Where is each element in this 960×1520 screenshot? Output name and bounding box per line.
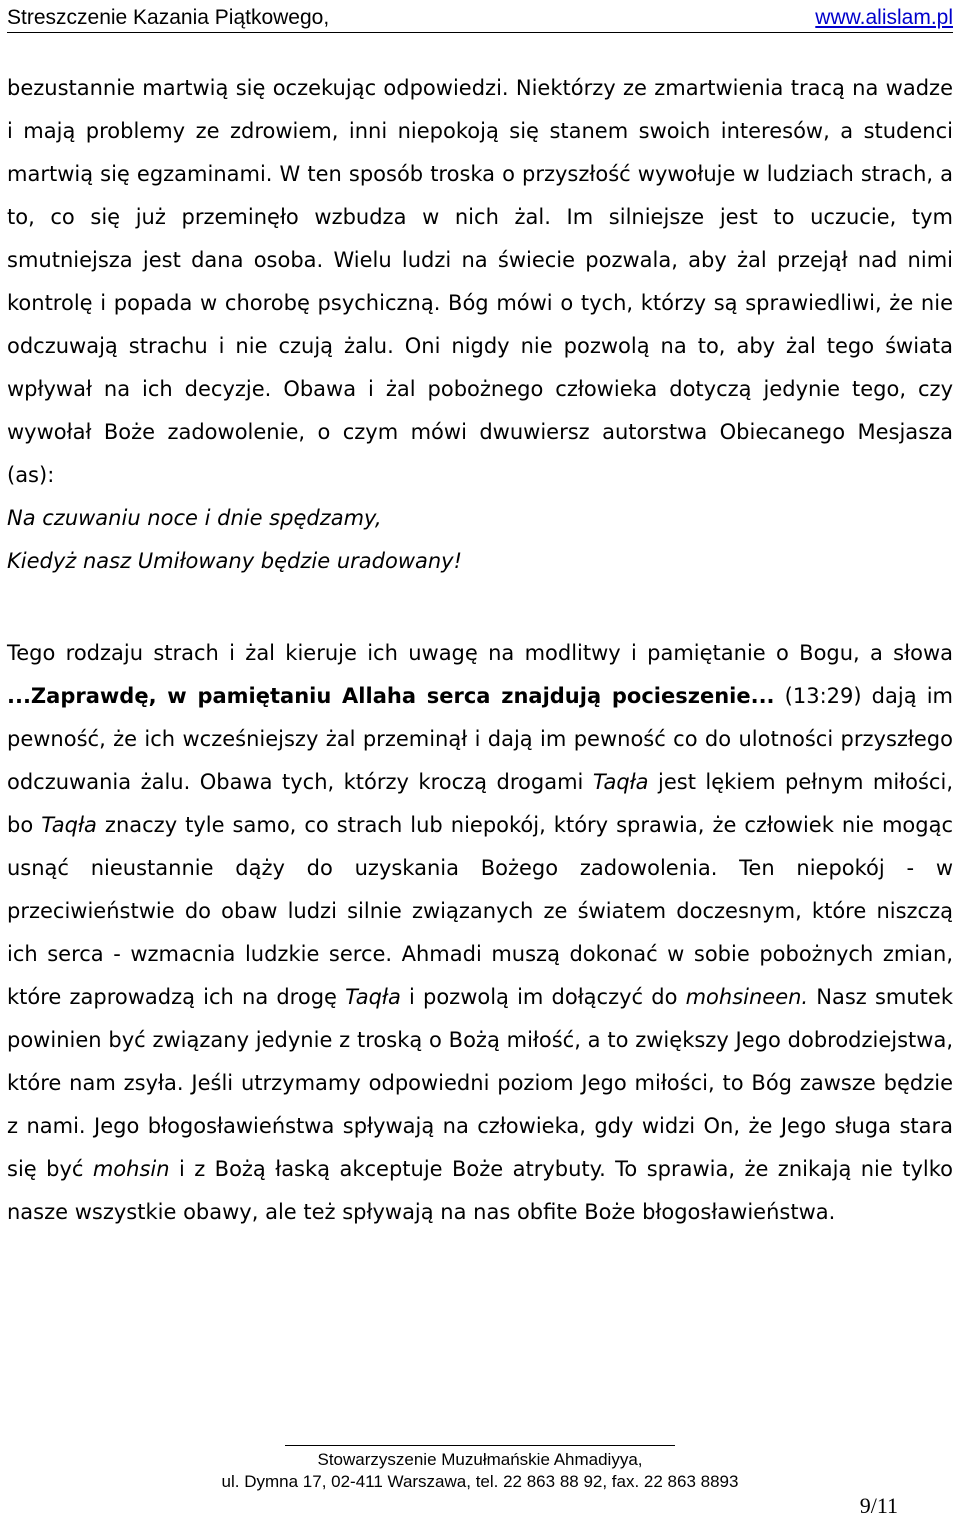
page-header <box>7 2 953 33</box>
term-mohsineen: mohsineen. <box>685 985 809 1009</box>
footer-divider <box>285 1445 675 1446</box>
term-taqla: Taqła <box>592 770 649 794</box>
document-title: Streszczenie Kazania Piątkowego, <box>7 6 330 29</box>
footer-organization: Stowarzyszenie Muzułmańskie Ahmadiyya, <box>317 1450 643 1469</box>
footer-address: ul. Dymna 17, 02-411 Warszawa, tel. 22 863 88 92, fax. 22 863 8893 <box>221 1472 739 1491</box>
text-segment: (13:29) dają im pewność, że ich wcześniejszy żal przeminął i dają im pewność co do ulotności przyszłego odczuwania żalu. Obawa tych, którzy kroczą drogami <box>7 684 953 794</box>
text-segment: i z Bożą łaską akceptuje Boże atrybuty. To sprawia, że znikają nie tylko nasze wszystkie obawy, ale też spływają na nas obfite Boże błogosławieństwa. <box>7 1157 953 1224</box>
text-segment: znaczy tyle samo, co strach lub niepokój, który sprawia, że człowiek nie mogąc usnąć nieustannie dąży do uzyskania Bożego zadowolenia. Ten niepokój - w przeciwieństwie do obaw ludzi silnie związanych ze światem doczesnym, które niszczą ich serca - wzmacnia ludzkie serce. Ahmadi muszą dokonać w sobie pobożnych zmian, które zaprowadzą ich na drogę <box>7 813 953 1009</box>
website-link[interactable]: www.alislam.pl <box>815 6 953 29</box>
paragraph-2 <box>7 632 953 1234</box>
text-segment: Nasz smutek powinien być związany jedynie z troską o Bożą miłość, a to zwiększy Jego dobrodziejstwa, które nam zsyła. Jeśli utrzymamy odpowiedni poziom Jego miłości, to Bóg zawsze będzie z nami. Jego błogosławieństwa spływają na człowieka, gdy widzi On, że Jego sługa stara się być <box>7 985 953 1181</box>
quran-quote: ...Zaprawdę, w pamiętaniu Allaha serca znajdują pocieszenie... <box>7 684 775 708</box>
text-segment: i pozwolą im dołączyć do <box>400 985 686 1009</box>
paragraph-1: bezustannie martwią się oczekując odpowiedzi. Niektórzy ze zmartwienia tracą na wadze i mają problemy ze zdrowiem, inni niepokoją się stanem swoich interesów, a studenci martwią się egzaminami. W ten sposób troska o przyszłość wywołuje w ludziach strach, a to, co się już przeminęło wzbudza w nich żal. Im silniejsze jest to uczucie, tym smutniejsza jest dana osoba. Wielu ludzi na świecie pozwala, aby żal przejął nad nimi kontrolę i popada w chorobę psychiczną. Bóg mówi o tych, którzy są sprawiedliwi, że nie odczuwają strachu i nie czują żalu. Oni nigdy nie pozwolą na to, aby żal tego świata wpływał na ich decyzje. Obawa i żal pobożnego człowieka dotyczą jedynie tego, czy wywołał Boże zadowolenie, o czym mówi dwuwiersz autorstwa Obiecanego Mesjasza (as): <box>7 76 953 487</box>
term-taqla: Taqła <box>41 813 97 837</box>
verse-line-2: Kiedyż nasz Umiłowany będzie uradowany! <box>7 549 463 573</box>
term-mohsin: mohsin <box>92 1157 170 1181</box>
page-number: 9/11 <box>859 1493 898 1518</box>
document-body <box>7 67 953 1234</box>
text-segment: jest lękiem pełnym miłości, bo <box>7 770 953 837</box>
term-taqla: Taqła <box>345 985 401 1009</box>
text-segment: Tego rodzaju strach i żal kieruje ich uwagę na modlitwy i pamiętanie o Bogu, a słowa <box>7 641 953 665</box>
verse-line-1: Na czuwaniu noce i dnie spędzamy, <box>7 506 382 530</box>
